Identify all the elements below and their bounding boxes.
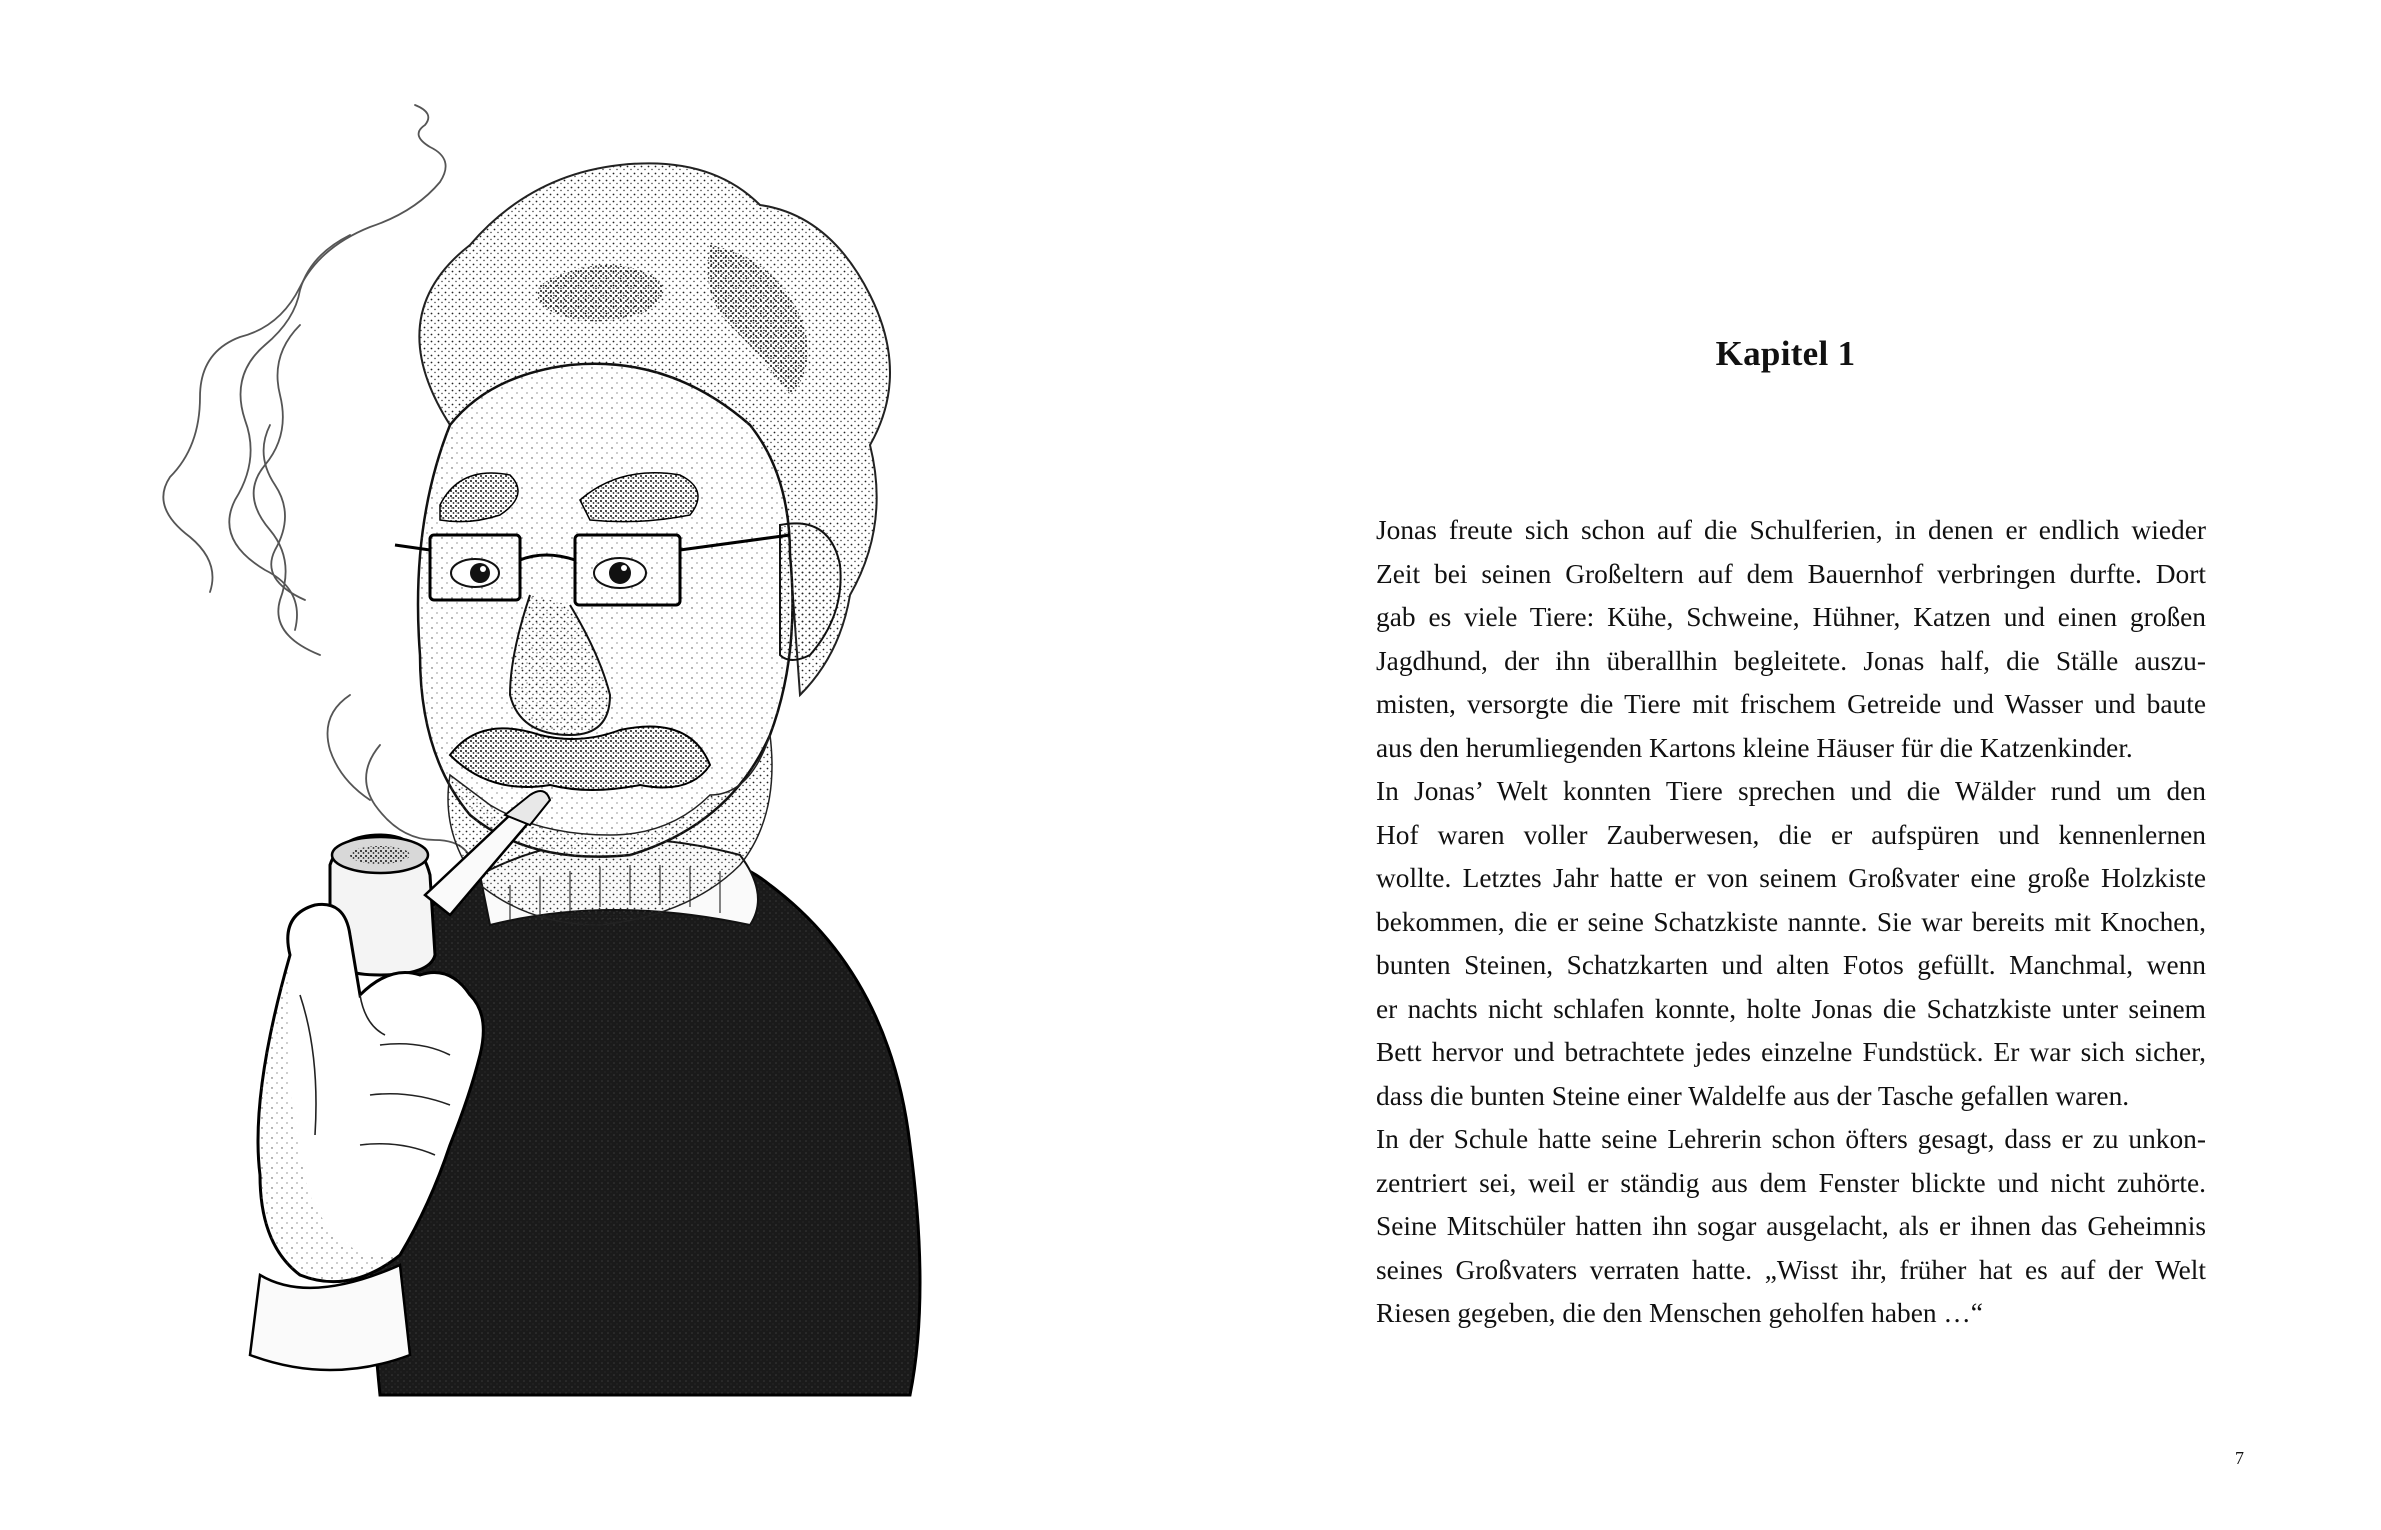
page-number: 7 bbox=[2235, 1448, 2244, 1468]
grandfather-pipe-drawing bbox=[150, 95, 970, 1415]
text-line: Seine Mitschüler hatten ihn sogar ausgelacht, als er ihnen das Geheimnis bbox=[1376, 1211, 2206, 1241]
text-line: seines Großvaters verraten hatte. „Wisst ihr, früher hat es auf der Welt bbox=[1376, 1254, 2206, 1285]
text-line: misten, versorgte die Tiere mit frischem Getreide und Wasser und baute bbox=[1376, 689, 2206, 719]
text-line: In der Schule hatte seine Lehrerin schon öfters gesagt, dass er zu unkon- bbox=[1376, 1124, 2206, 1154]
left-page bbox=[0, 0, 1190, 1530]
right-page bbox=[1190, 0, 2381, 1530]
text-line: bunten Steinen, Schatzkarten und alten Fotos gefüllt. Manchmal, wenn bbox=[1376, 950, 2206, 980]
text-line: dass die bunten Steine einer Waldelfe aus der Tasche gefallen waren. bbox=[1376, 1080, 2130, 1111]
text-line: Bett hervor und betrachtete jedes einzelne Fundstück. Er war sich sicher, bbox=[1376, 1037, 2206, 1067]
text-line: Jonas freute sich schon auf die Schulferien, in denen er endlich wieder bbox=[1376, 515, 2206, 545]
text-line: Zeit bei seinen Großeltern auf dem Bauernhof verbringen durfte. Dort bbox=[1376, 558, 2206, 589]
text-line: zentriert sei, weil er ständig aus dem Fenster blickte und nicht zuhörte. bbox=[1376, 1167, 2206, 1198]
text-line: bekommen, die er seine Schatzkiste nannte. Sie war bereits mit Knochen, bbox=[1376, 906, 2206, 937]
text-line: In Jonas’ Welt konnten Tiere sprechen und die Wälder rund um den bbox=[1376, 776, 2206, 806]
text-line: gab es viele Tiere: Kühe, Schweine, Hühner, Katzen und einen großen bbox=[1376, 602, 2206, 632]
chapter-title: Kapitel 1 bbox=[1715, 334, 1856, 373]
text-line: Hof waren voller Zauberwesen, die er aufspüren und kennenlernen bbox=[1376, 819, 2206, 850]
grandfather-illustration bbox=[150, 95, 970, 1415]
text-line: er nachts nicht schlafen konnte, holte Jonas die Schatzkiste unter seinem bbox=[1376, 993, 2206, 1024]
text-line: Riesen gegeben, die den Menschen geholfen haben …“ bbox=[1376, 1298, 1983, 1328]
text-line: aus den herumliegenden Kartons kleine Häuser für die Katzenkinder. bbox=[1376, 732, 2133, 763]
chapter-body-text bbox=[1376, 509, 2206, 1336]
text-line: Jagdhund, der ihn überallhin begleitete. Jonas half, die Ställe auszu- bbox=[1376, 645, 2206, 676]
text-line: wollte. Letztes Jahr hatte er von seinem Großvater eine große Holzkiste bbox=[1376, 863, 2206, 893]
